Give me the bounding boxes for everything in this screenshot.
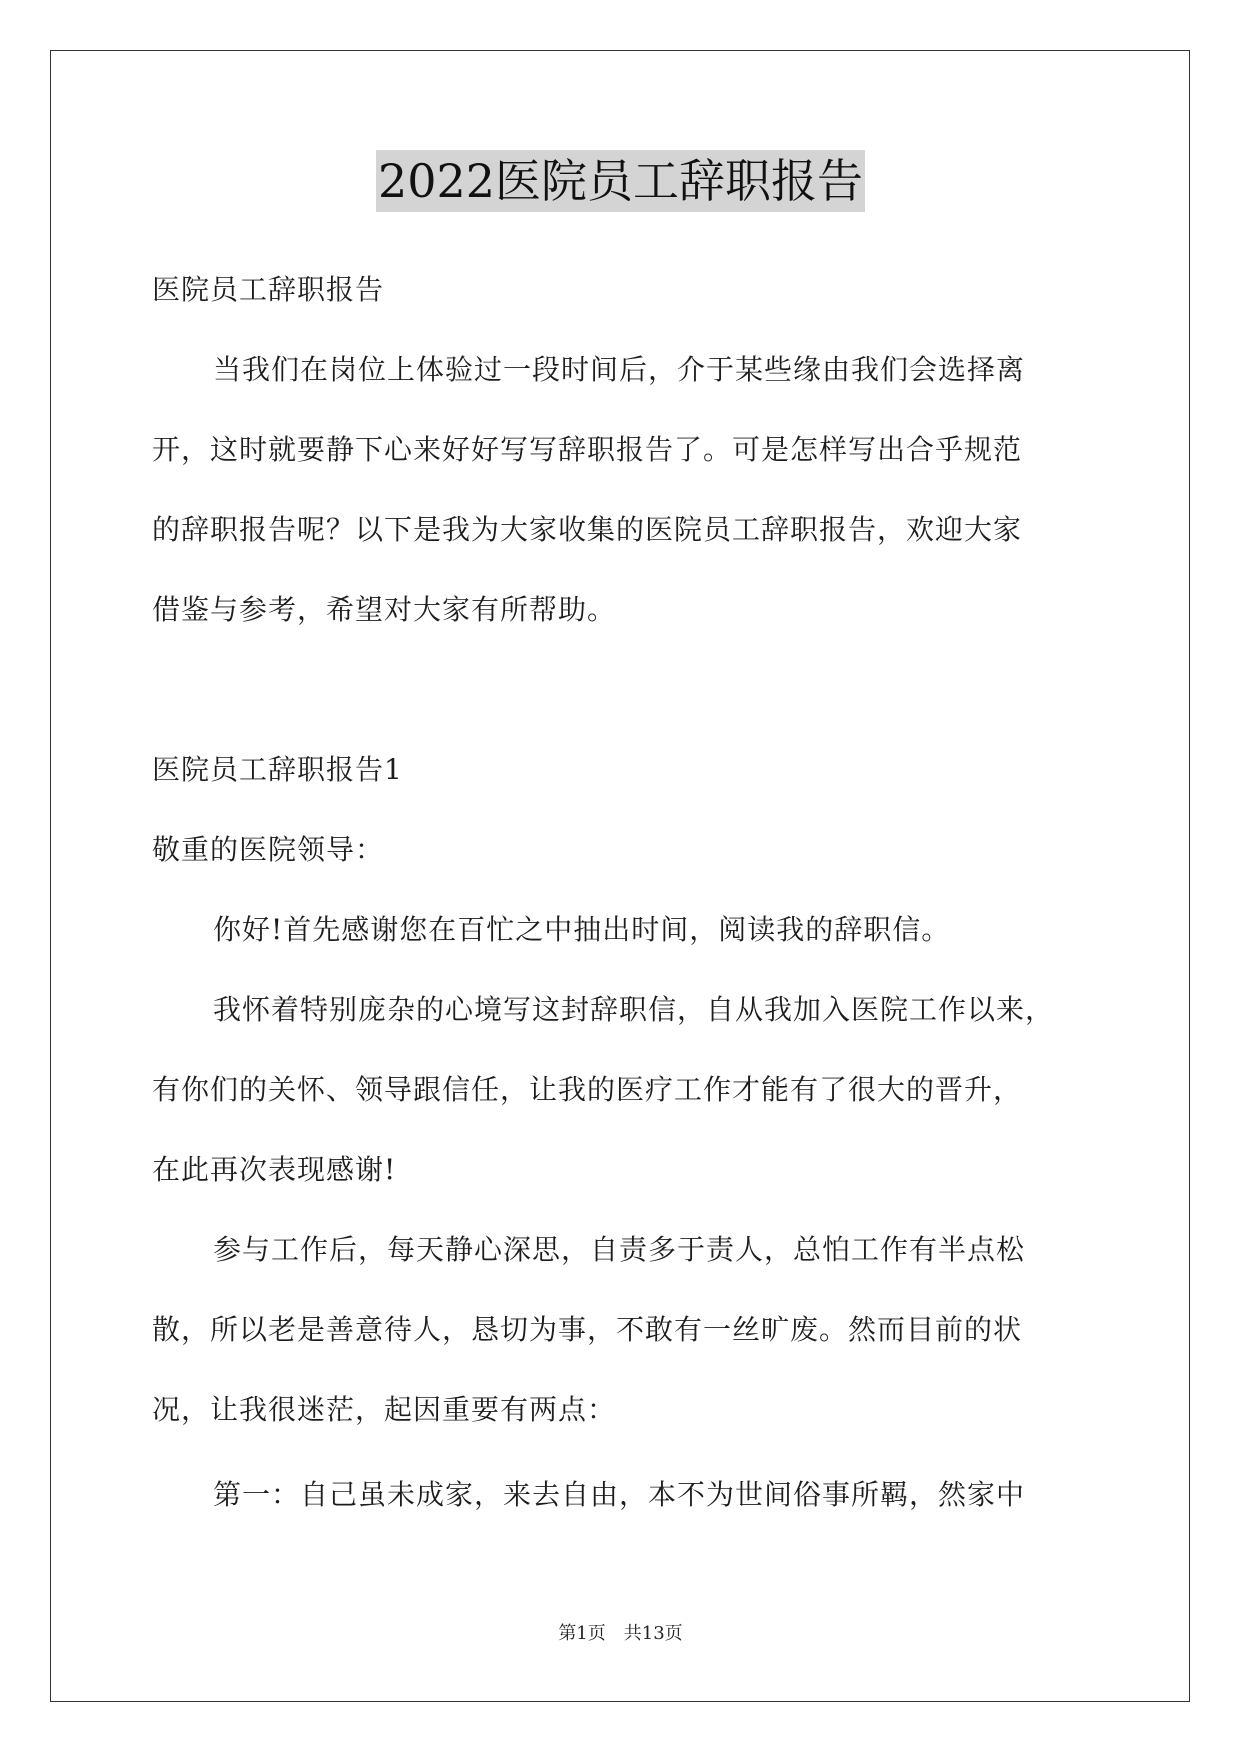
page-number: 第1页 共13页 [558,1623,683,1644]
heading-line: 医院员工辞职报告 [152,273,385,306]
paragraph-line: 在此再次表现感谢! [152,1153,397,1186]
section-heading: 医院员工辞职报告1 [152,753,403,786]
paragraph-line: 我怀着特别庞杂的心境写这封辞职信，自从我加入医院工作以来， [213,993,1055,1026]
paragraph-line: 第一：自己虽未成家，来去自由，本不为世间俗事所羁，然家中 [213,1478,1026,1511]
paragraph-line: 散，所以老是善意待人，恳切为事，不敢有一丝旷废。然而目前的状 [152,1313,1023,1346]
paragraph-line: 当我们在岗位上体验过一段时间后，介于某些缘由我们会选择离 [213,353,1026,386]
document-title: 2022医院员工辞职报告 [376,150,865,212]
title-container [0,150,1241,212]
paragraph-line: 开，这时就要静下心来好好写写辞职报告了。可是怎样写出合乎规范 [152,433,1023,466]
paragraph-line: 有你们的关怀、领导跟信任，让我的医疗工作才能有了很大的晋升， [152,1073,1023,1106]
paragraph-line: 况，让我很迷茫，起因重要有两点： [152,1393,617,1426]
salutation: 敬重的医院领导： [152,833,385,866]
paragraph-line: 的辞职报告呢？以下是我为大家收集的医院员工辞职报告，欢迎大家 [152,513,1023,546]
paragraph-line: 参与工作后，每天静心深思，自责多于责人，总怕工作有半点松 [213,1233,1026,1266]
paragraph-line: 你好!首先感谢您在百忙之中抽出时间，阅读我的辞职信。 [213,913,951,946]
paragraph-line: 借鉴与参考，希望对大家有所帮助。 [152,593,617,626]
